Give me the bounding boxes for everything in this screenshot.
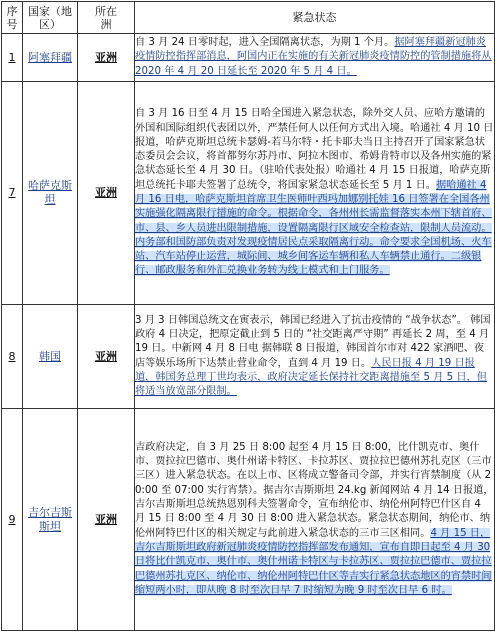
row-continent: 亚洲 (78, 34, 135, 82)
row-continent: 亚洲 (78, 305, 135, 409)
row-status: 自 3 月 24 日零时起，进入全国隔离状态，为期 1 个月。据阿塞拜疆新冠肺炎疫情防控指挥部消息，阿国内正在实施的有关新冠肺炎疫情防控的管制措施将从 2020 年 4 月 20 日延长至 2020 年 5 月 4 日。 (135, 34, 495, 82)
emergency-status-table (1, 1, 495, 631)
header-status: 紧急状态 (135, 2, 495, 34)
document-page (1, 1, 494, 633)
table-header-row (2, 2, 495, 34)
row-country[interactable]: 吉尔吉斯斯坦 (23, 409, 78, 631)
table-row (2, 409, 495, 631)
highlighted-update: 4 月 15 日，吉尔吉斯斯坦政府新冠肺炎疫情防控指挥部发布通知，宣布自即日起至 4 月 30 日将比什凯克市、奥什市、奥什州诺卡特区与卡拉苏区、贾拉拉巴德市、贾拉拉巴德州苏扎克区、纳伦市、纳伦州阿特巴什区等吉实行紧急状态地区的宵禁时间缩短两小时，即从晚 8 时至次日早 7 时缩短为晚 9 时至次日早 6 时。 (135, 527, 492, 596)
row-country[interactable]: 韩国 (23, 305, 78, 409)
row-continent: 亚洲 (78, 82, 135, 305)
row-country[interactable]: 阿塞拜疆 (23, 34, 78, 82)
row-index: 7 (2, 82, 23, 305)
row-status: 吉政府决定，自 3 月 25 日 8:00 起至 4 月 15 日 8:00，比什凯克市、奥什市、贾拉拉巴德市、奥什州诺卡特区、卡拉苏区、贾拉拉巴德州苏扎克区（三市三区）进入紧急状态。在以上市、区将成立警备司令部，并实行宵禁制度（从 20:00 至 07:00 实行宵禁）。据吉尔吉斯斯坦 24.kg 新闻网站 4 月 14 日报道，吉尔吉斯斯坦总统热恩别科夫签署命令，宣布纳伦市、纳伦州阿特巴什区自 4 月 15 日 8:00 至 4 月 30 日 8:00 进入紧急状态。紧急状态期间，纳伦市、纳伦州阿特巴什区的相关规定与此前进入紧急状态的三市三区相同。4 月 15 日，吉尔吉斯斯坦政府新冠肺炎疫情防控指挥部发布通知，宣布自即日起至 4 月 30 日将比什凯克市、奥什市、奥什州诺卡特区与卡拉苏区、贾拉拉巴德市、贾拉拉巴德州苏扎克区、纳伦市、纳伦州阿特巴什区等吉实行紧急状态地区的宵禁时间缩短两小时，即从晚 8 时至次日早 7 时缩短为晚 9 时至次日早 6 时。 (135, 409, 495, 631)
row-country[interactable]: 哈萨克斯坦 (23, 82, 78, 305)
row-index: 8 (2, 305, 23, 409)
header-index: 序 号 (2, 2, 23, 34)
row-index: 9 (2, 409, 23, 631)
highlighted-update: 据阿塞拜疆新冠肺炎疫情防控指挥部消息，阿国内正在实施的有关新冠肺炎疫情防控的管制措施将从 2020 年 4 月 20 日延长至 2020 年 5 月 4 日。 (135, 37, 492, 77)
highlighted-update: 据哈通社 4 月 16 日电，哈萨克斯坦首席卫生医师叶西玛加娜别托娃 16 日签署在全国各州实施强化隔离限行措施的命令。根据命令，各州州长需监督落实本州下辖首府、市、县、乡人员进出限制措施，设置隔离限行区域安全检查站，限制人员流动。内务部和国防部负责对发现疫情居民点采取隔离行动。命令要求全国机场、火车站、汽车站停止运营，城际间、城乡间客运车辆和私人车辆禁止通行。二级银行、邮政服务和外汇兑换业务转为线上模式和上门服务。 (135, 179, 492, 277)
table-row (2, 82, 495, 305)
row-status: 自 3 月 16 日至 4 月 15 日哈全国进入紧急状态，除外交人员、应哈方邀请的外国和国际组织代表团以外，严禁任何人以任何方式出入境。哈通社 4 月 10 日报道，哈萨克斯坦总统卡瑟姆-若马尔特・托卡耶夫当日主持召开了国家紧急状态委员会会议，将首都努尔苏丹市、阿拉木图市、希姆肯特市以及各州实施的紧急状态延长至 4 月 30 日。（驻哈代表处报）哈通社 4 月 15 日报道，哈萨克斯坦总统托卡耶夫签署了总统令，将国家紧急状态延长至 5 月 1 日。据哈通社 4 月 16 日电，哈萨克斯坦首席卫生医师叶西玛加娜别托娃 16 日签署在全国各州实施强化隔离限行措施的命令。根据命令，各州州长需监督落实本州下辖首府、市、县、乡人员进出限制措施，设置隔离限行区域安全检查站，限制人员流动。内务部和国防部负责对发现疫情居民点采取隔离行动。命令要求全国机场、火车站、汽车站停止运营，城际间、城乡间客运车辆和私人车辆禁止通行。二级银行、邮政服务和外汇兑换业务转为线上模式和上门服务。 (135, 82, 495, 305)
row-status: 3 月 3 日韩国总统文在寅表示，韩国已经进入了抗击疫情的 “战争状态”。 韩国政府 4 日决定，把原定截止到 5 日的 “社交距离严守期” 再延长 2 周，至 4 月 19 日。中新网 4 月 8 日电 据韩联 8 日报道，韩国首尔市对 422 家酒吧、夜店等娱乐场所下达禁止营业命令，直到 4 月 19 日。人民日报 4 月 19 日报道，韩国务总理丁世均表示，政府决定延长保持社交距离措施至 5 月 5 日，但将适当放宽部分限制。 (135, 305, 495, 409)
table-row (2, 305, 495, 409)
row-continent: 亚洲 (78, 409, 135, 631)
row-index: 1 (2, 34, 23, 82)
table-row (2, 34, 495, 82)
header-country: 国家（地 区） (23, 2, 78, 34)
highlighted-update: 人民日报 4 月 19 日报道，韩国务总理丁世均表示，政府决定延长保持社交距离措施至 5 月 5 日，但将适当放宽部分限制。 (135, 357, 487, 398)
header-continent: 所在 洲 (78, 2, 135, 34)
